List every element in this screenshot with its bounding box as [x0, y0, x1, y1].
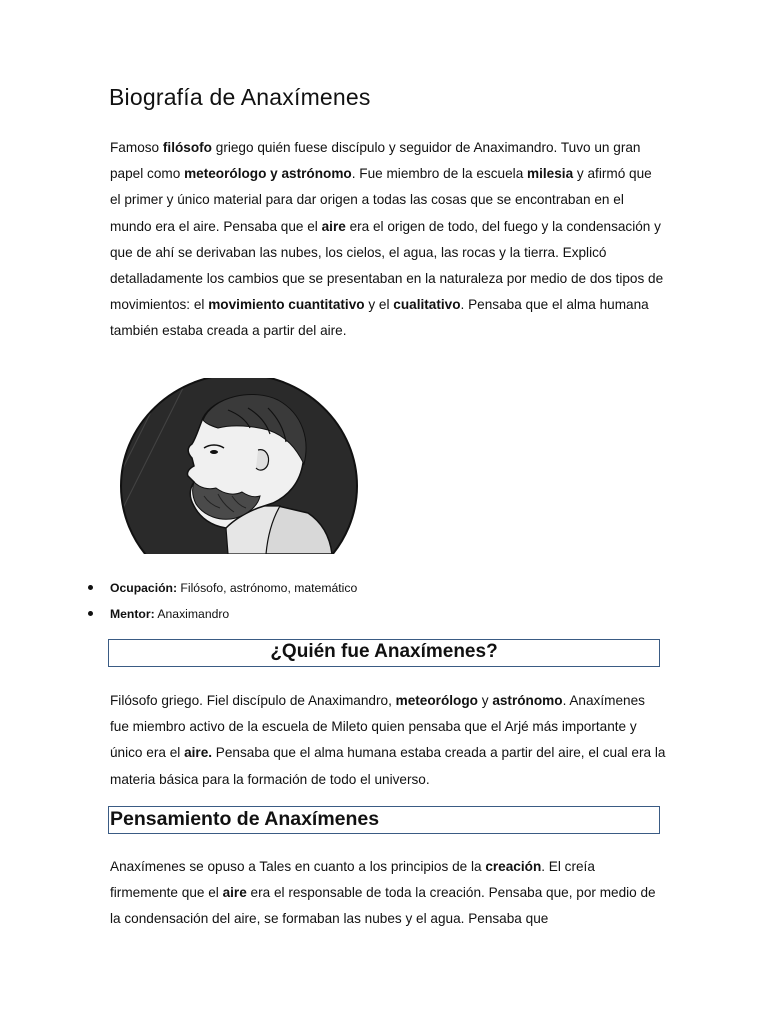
- section-heading-thought: Pensamiento de Anaxímenes: [108, 806, 660, 834]
- text-run: Filósofo griego. Fiel discípulo de Anaximandro,: [110, 693, 396, 708]
- text-run: Famoso: [110, 140, 163, 155]
- text-run: era el responsable de toda la creación. Pensaba que, por medio de la condensación del aire, se formaban las nubes y el agua. Pensaba que: [110, 885, 656, 927]
- bold-text: aire: [321, 218, 346, 234]
- fact-value: Filósofo, astrónomo, matemático: [177, 581, 358, 595]
- bold-text: meteorólogo y astrónomo: [184, 166, 352, 182]
- bold-text: astrónomo: [492, 693, 563, 708]
- text-run: . Pensaba que el alma humana también estaba creada a partir del aire.: [110, 297, 649, 339]
- page-title: Biografía de Anaxímenes: [109, 84, 371, 110]
- fact-label: Ocupación:: [110, 581, 178, 595]
- list-item: [86, 576, 357, 602]
- bold-text: cualitativo: [393, 297, 461, 313]
- text-run: y: [477, 693, 493, 708]
- text-run: . Anaxímenes fue miembro activo de la escuela de Mileto quien pensaba que el Arjé más importante y único era el: [110, 693, 645, 761]
- text-run: . El creía firmemente que el: [110, 859, 595, 901]
- bullet-icon: [88, 611, 93, 616]
- text-run: . Fue miembro de la escuela: [351, 166, 528, 182]
- bold-text: movimiento cuantitativo: [208, 297, 365, 313]
- bold-text: aire: [222, 885, 247, 901]
- bullet-icon: [88, 585, 93, 590]
- section-heading-who: ¿Quién fue Anaxímenes?: [108, 639, 660, 667]
- anaximenes-portrait-image: [108, 378, 370, 554]
- section-who-paragraph: [110, 688, 666, 793]
- fact-value: Anaximandro: [154, 607, 230, 621]
- bold-text: aire.: [184, 745, 213, 761]
- text-run: griego quién fuese discípulo y seguidor de Anaximandro. Tuvo un gran papel como: [110, 140, 641, 182]
- intro-paragraph: [110, 135, 666, 345]
- text-run: y afirmó que el primer y único material para dar origen a todas las cosas que se encontraban en el mundo era el aire. Pensaba que el: [110, 166, 652, 234]
- bold-text: milesia: [527, 166, 574, 182]
- bold-text: filósofo: [162, 140, 212, 155]
- list-item: [86, 602, 357, 628]
- text-run: Anaxímenes se opuso a Tales en cuanto a los principios de la: [110, 859, 486, 874]
- fact-label: Mentor:: [110, 607, 155, 621]
- bold-text: creación: [485, 859, 542, 874]
- text-run: y el: [364, 297, 394, 313]
- text-run: Pensaba que el alma humana estaba creada a partir del aire, el cual era la materia básica para la formación de todo el universo.: [110, 745, 666, 787]
- facts-list: [86, 576, 357, 628]
- section-thought-paragraph: [110, 854, 666, 933]
- bold-text: meteorólogo: [395, 693, 478, 708]
- text-run: era el origen de todo, del fuego y la condensación y que de ahí se derivaban las nubes, los cielos, el agua, las rocas y la tierra. Explicó detalladamente los cambios que se presentaban en la naturaleza por medio de dos tipos de movimientos: el: [110, 218, 664, 313]
